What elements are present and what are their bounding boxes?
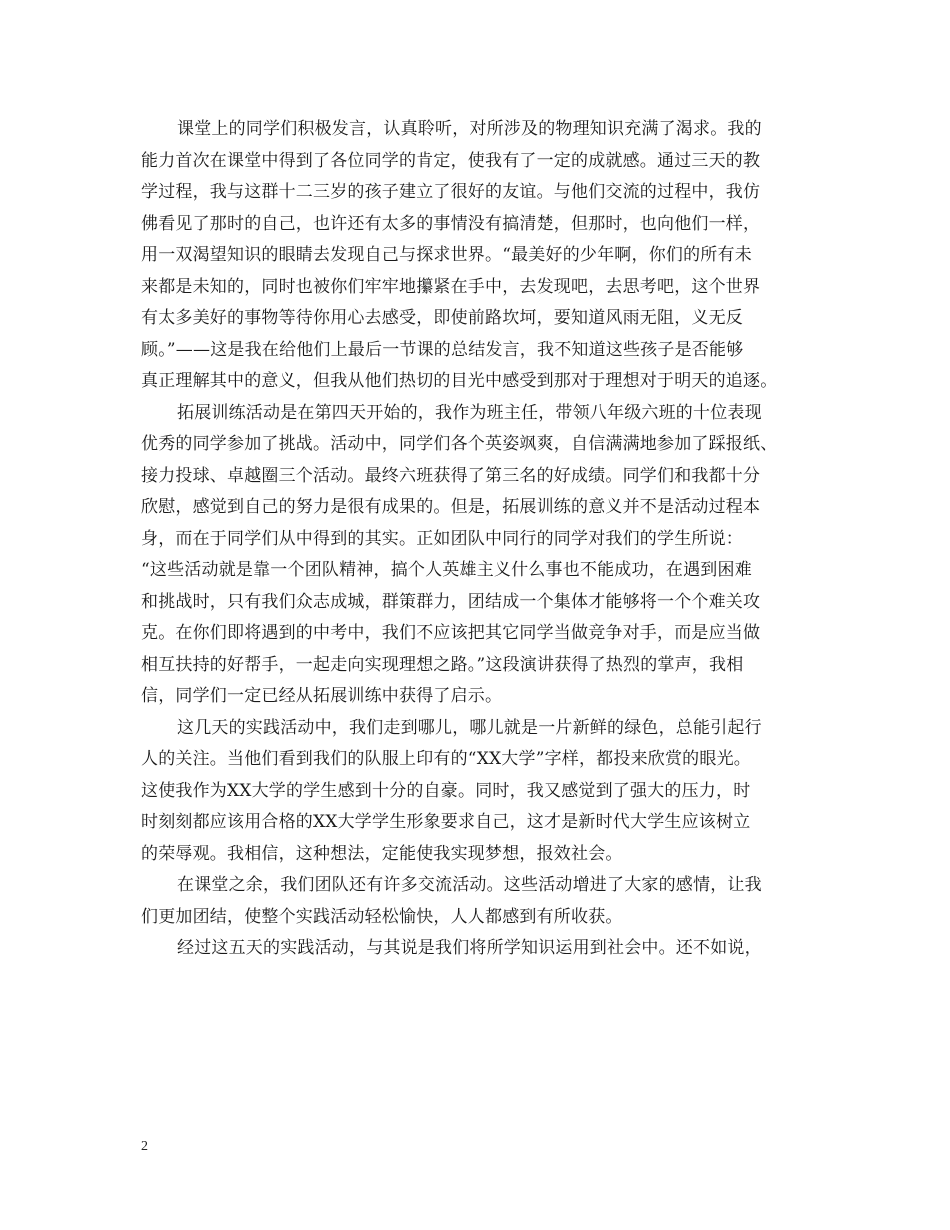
text-line: 和挑战时，只有我们众志成城，群策群力，团结成一个集体才能够将一个个难关攻 [141,591,761,612]
text-line: 佛看见了那时的自己，也许还有太多的事情没有搞清楚，但那时，也向他们一样， [141,213,761,234]
text-line: 的荣辱观。我相信，这种想法，定能使我实现梦想，报效社会。 [141,843,623,864]
page-number: 2 [141,1139,148,1154]
body-text [141,114,831,965]
text-line: 来都是未知的，同时也被你们牢牢地攥紧在手中，去发现吧，去思考吧，这个世界 [141,276,761,297]
text-line: 有太多美好的事物等待你用心去感受，即使前路坎坷，要知道风雨无阻，义无反 [141,308,743,328]
text-line: 优秀的同学参加了挑战。活动中，同学们各个英姿飒爽，自信满满地参加了踩报纸、 [141,434,778,454]
text-line: 欣慰，感觉到自己的努力是很有成果的。但是，拓展训练的意义并不是活动过程本 [141,497,761,517]
text-line: 在课堂之余，我们团队还有许多交流活动。这些活动增进了大家的感情，让我 [177,875,762,895]
text-line: 这几天的实践活动中，我们走到哪儿，哪儿就是一片新鲜的绿色，总能引起行 [177,717,762,738]
text-line: 这使我作为XX大学的学生感到十分的自豪。同时，我又感觉到了强大的压力，时 [141,780,751,801]
text-line: 接力投球、卓越圈三个活动。最终六班获得了第三名的好成绩。同学们和我都十分 [141,465,761,486]
text-line: 们更加团结，使整个实践活动轻松愉快，人人都感到有所收获。 [141,906,623,927]
text-line: 相互扶持的好帮手，一起走向实现理想之路。”这段演讲获得了热烈的掌声，我相 [141,654,744,675]
text-line: 时刻刻都应该用合格的XX大学学生形象要求自己，这才是新时代大学生应该树立 [141,812,751,832]
text-line: 身，而在于同学们从中得到的其实。正如团队中同行的同学对我们的学生所说： [141,528,743,549]
text-line: 用一双渴望知识的眼睛去发现自己与探求世界。“最美好的少年啊，你们的所有未 [141,245,752,265]
text-line: 克。在你们即将遇到的中考中，我们不应该把其它同学当做竞争对手，而是应当做 [141,623,761,643]
text-line: 真正理解其中的意义，但我从他们热切的目光中感受到那对于理想对于明天的追逐。 [141,371,778,391]
text-line: 人的关注。当他们看到我们的队服上印有的“XX大学”字样，都投来欣赏的眼光。 [141,749,751,769]
text-line: 能力首次在课堂中得到了各位同学的肯定，使我有了一定的成就感。通过三天的教 [141,150,761,171]
text-line: 课堂上的同学们积极发言，认真聆听，对所涉及的物理知识充满了渴求。我的 [177,119,762,139]
text-line: 学过程，我与这群十二三岁的孩子建立了很好的友谊。与他们交流的过程中，我仿 [141,182,761,202]
text-line: 顾。”——这是我在给他们上最后一节课的总结发言，我不知道这些孩子是否能够 [141,339,744,360]
text-line: 拓展训练活动是在第四天开始的，我作为班主任，带领八年级六班的十位表现 [177,402,762,423]
text-line: “这些活动就是靠一个团队精神，搞个人英雄主义什么事也不能成功，在遇到困难 [141,560,752,580]
text-line: 经过这五天的实践活动，与其说是我们将所学知识运用到社会中。还不如说， [177,938,762,958]
text-line: 信，同学们一定已经从拓展训练中获得了启示。 [141,686,503,706]
